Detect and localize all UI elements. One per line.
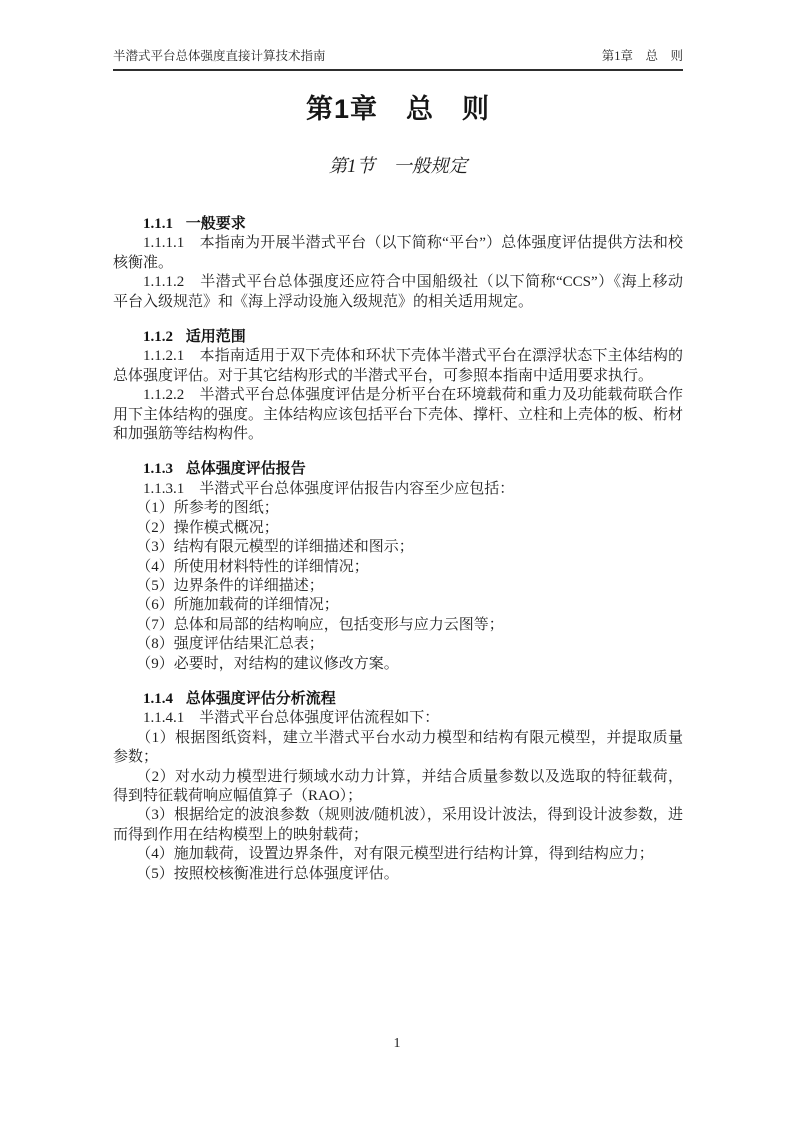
heading-title: 总体强度评估分析流程 <box>185 689 336 707</box>
list-item: （5）按照校核衡准进行总体强度评估。 <box>136 865 399 882</box>
running-header <box>113 0 683 71</box>
heading-title: 一般要求 <box>185 215 246 232</box>
list-item: （2）对水动力模型进行频域水动力计算，并结合质量参数以及选取的特征载荷，得到特征载荷响应幅值算子（RAO）； <box>113 768 683 804</box>
list-item: （3）结构有限元模型的详细描述和图示； <box>136 539 414 556</box>
heading-number: 1.1.3 <box>143 461 173 478</box>
paragraph: 1.1.1.1 本指南为开展半潜式平台（以下简称“平台”）总体强度评估提供方法和校核衡准。 <box>113 235 683 271</box>
list-item: （3）根据给定的波浪参数（规则波/随机波），采用设计波法，得到设计波参数，进而得到作用在结构模型上的映射载荷； <box>113 807 683 843</box>
section-heading <box>113 214 683 234</box>
paragraph: 1.1.1.2 半潜式平台总体强度还应符合中国船级社（以下简称“CCS”）《海上移动平台入级规范》和《海上浮动设施入级规范》的相关适用规定。 <box>113 274 683 310</box>
page-content <box>113 0 683 884</box>
header-chapter-label: 第1章 总 则 <box>601 49 683 63</box>
list-item: （4）施加载荷，设置边界条件，对有限元模型进行结构计算，得到结构应力； <box>136 846 654 863</box>
heading-title: 适用范围 <box>185 328 246 346</box>
page-number: 1 <box>393 1036 401 1051</box>
list-item: （7）总体和局部的结构响应，包括变形与应力云图等； <box>136 616 504 633</box>
list-item: （9）必要时，对结构的建议修改方案。 <box>136 655 399 672</box>
list-item: （1）根据图纸资料，建立半潜式平台水动力模型和结构有限元模型，并提取质量参数； <box>113 729 683 766</box>
header-document-title: 半潜式平台总体强度直接计算技术指南 <box>113 49 326 63</box>
section-1-1-2 <box>113 327 683 444</box>
chapter-title: 第1章 总 则 <box>305 94 491 124</box>
section-1-1-3 <box>113 459 683 673</box>
list-item: （6）所施加载荷的详细情况； <box>136 597 339 614</box>
section-title: 第1节 一般规定 <box>328 157 468 177</box>
section-1-1-1 <box>113 214 683 312</box>
section-heading <box>113 327 683 347</box>
section-1-1-4 <box>113 689 683 884</box>
paragraph: 1.1.4.1 半潜式平台总体强度评估流程如下： <box>143 710 440 727</box>
paragraph: 1.1.2.2 半潜式平台总体强度评估是分析平台在环境载荷和重力及功能载荷联合作用下主体结构的强度。主体结构应该包括平台下壳体、撑杆、立柱和上壳体的板、桁材和加强筋等结构构件。 <box>113 387 684 443</box>
list-item: （8）强度评估结果汇总表； <box>136 636 324 653</box>
section-heading <box>113 459 683 479</box>
paragraph: 1.1.3.1 半潜式平台总体强度评估报告内容至少应包括： <box>143 480 515 497</box>
heading-number: 1.1.4 <box>143 690 173 707</box>
list-item: （1）所参考的图纸； <box>136 500 279 517</box>
paragraph: 1.1.2.1 本指南适用于双下壳体和环状下壳体半潜式平台在漂浮状态下主体结构的总体强度评估。对于其它结构形式的半潜式平台，可参照本指南中适用要求执行。 <box>113 348 683 384</box>
list-item: （5）边界条件的详细描述； <box>136 577 324 594</box>
heading-title: 总体强度评估报告 <box>185 460 306 478</box>
document-body <box>113 214 683 884</box>
section-heading <box>113 689 683 709</box>
heading-number: 1.1.1 <box>143 216 173 232</box>
list-item: （4）所使用材料特性的详细情况； <box>136 558 369 575</box>
list-item: （2）操作模式概况； <box>136 519 279 536</box>
heading-number: 1.1.2 <box>143 329 173 346</box>
